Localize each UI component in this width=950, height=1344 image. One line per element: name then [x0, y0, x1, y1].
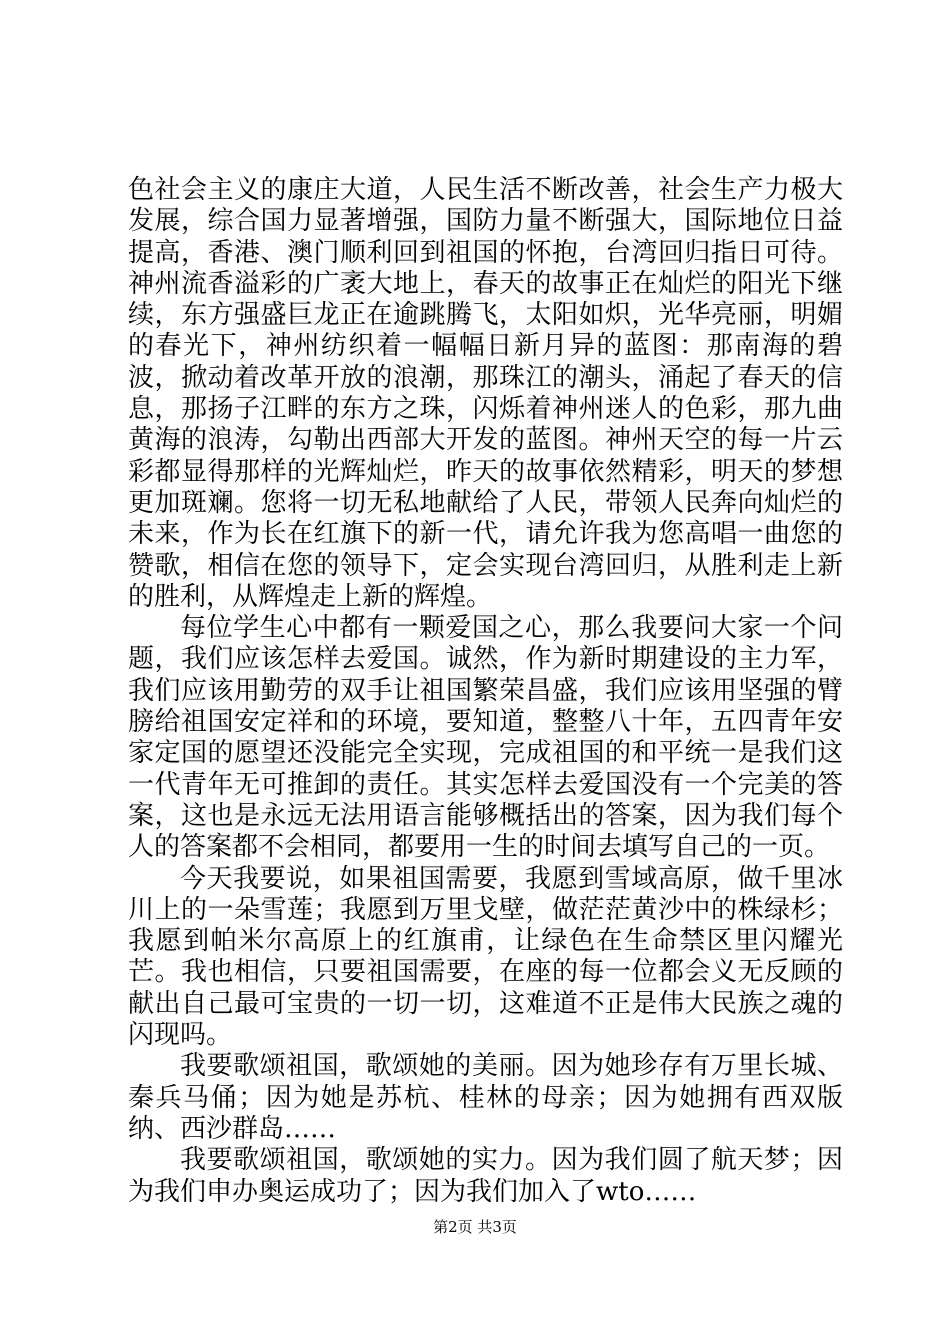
page-number-label: 第2页 共3页 — [433, 1218, 517, 1236]
paragraph-3: 今天我要说，如果祖国需要，我愿到雪域高原，做千里冰川上的一朵雪莲；我愿到万里戈壁，做茫茫黄沙中的株绿杉；我愿到帕米尔高原上的红旗甫，让绿色在生命禁区里闪耀光芒。我也相信，只要祖国需要，在座的每一位都会义无反顾的献出自己最可宝贵的一切一切，这难道不正是伟大民族之魂的闪现吗。 — [128, 863, 843, 1051]
paragraph-5: 我要歌颂祖国，歌颂她的实力。因为我们圆了航天梦；因为我们申办奥运成功了；因为我们加入了wto…… — [128, 1145, 843, 1207]
page-footer — [0, 1217, 950, 1237]
paragraph-1: 色社会主义的康庄大道，人民生活不断改善，社会生产力极大发展，综合国力显著增强，国防力量不断强大，国际地位日益提高，香港、澳门顺利回到祖国的怀抱，台湾回归指日可待。神州流香溢彩的广袤大地上，春天的故事正在灿烂的阳光下继续，东方强盛巨龙正在逾跳腾飞，太阳如炽，光华亮丽，明媚的春光下，神州纺织着一幅幅日新月异的蓝图：那南海的碧波，掀动着改革开放的浪潮，那珠江的潮头，涌起了春天的信息，那扬子江畔的东方之珠，闪烁着神州迷人的色彩，那九曲黄海的浪涛，勾勒出西部大开发的蓝图。神州天空的每一片云彩都显得那样的光辉灿烂，昨天的故事依然精彩，明天的梦想更加斑斓。您将一切无私地献给了人民，带领人民奔向灿烂的未来，作为长在红旗下的新一代，请允许我为您高唱一曲您的赞歌，相信在您的领导下，定会实现台湾回归，从胜利走上新的胜利，从辉煌走上新的辉煌。 — [128, 175, 843, 612]
paragraph-4: 我要歌颂祖国，歌颂她的美丽。因为她珍存有万里长城、秦兵马俑；因为她是苏杭、桂林的母亲；因为她拥有西双版纳、西沙群岛…… — [128, 1051, 843, 1144]
paragraph-2: 每位学生心中都有一颗爱国之心，那么我要问大家一个问题，我们应该怎样去爱国。诚然，作为新时期建设的主力军，我们应该用勤劳的双手让祖国繁荣昌盛，我们应该用坚强的臂膀给祖国安定祥和的环境，要知道，整整八十年，五四青年安家定国的愿望还没能完全实现，完成祖国的和平统一是我们这一代青年无可推卸的责任。其实怎样去爱国没有一个完美的答案，这也是永远无法用语言能够概括出的答案，因为我们每个人的答案都不会相同，都要用一生的时间去填写自己的一页。 — [128, 613, 843, 863]
document-body — [128, 175, 843, 1208]
